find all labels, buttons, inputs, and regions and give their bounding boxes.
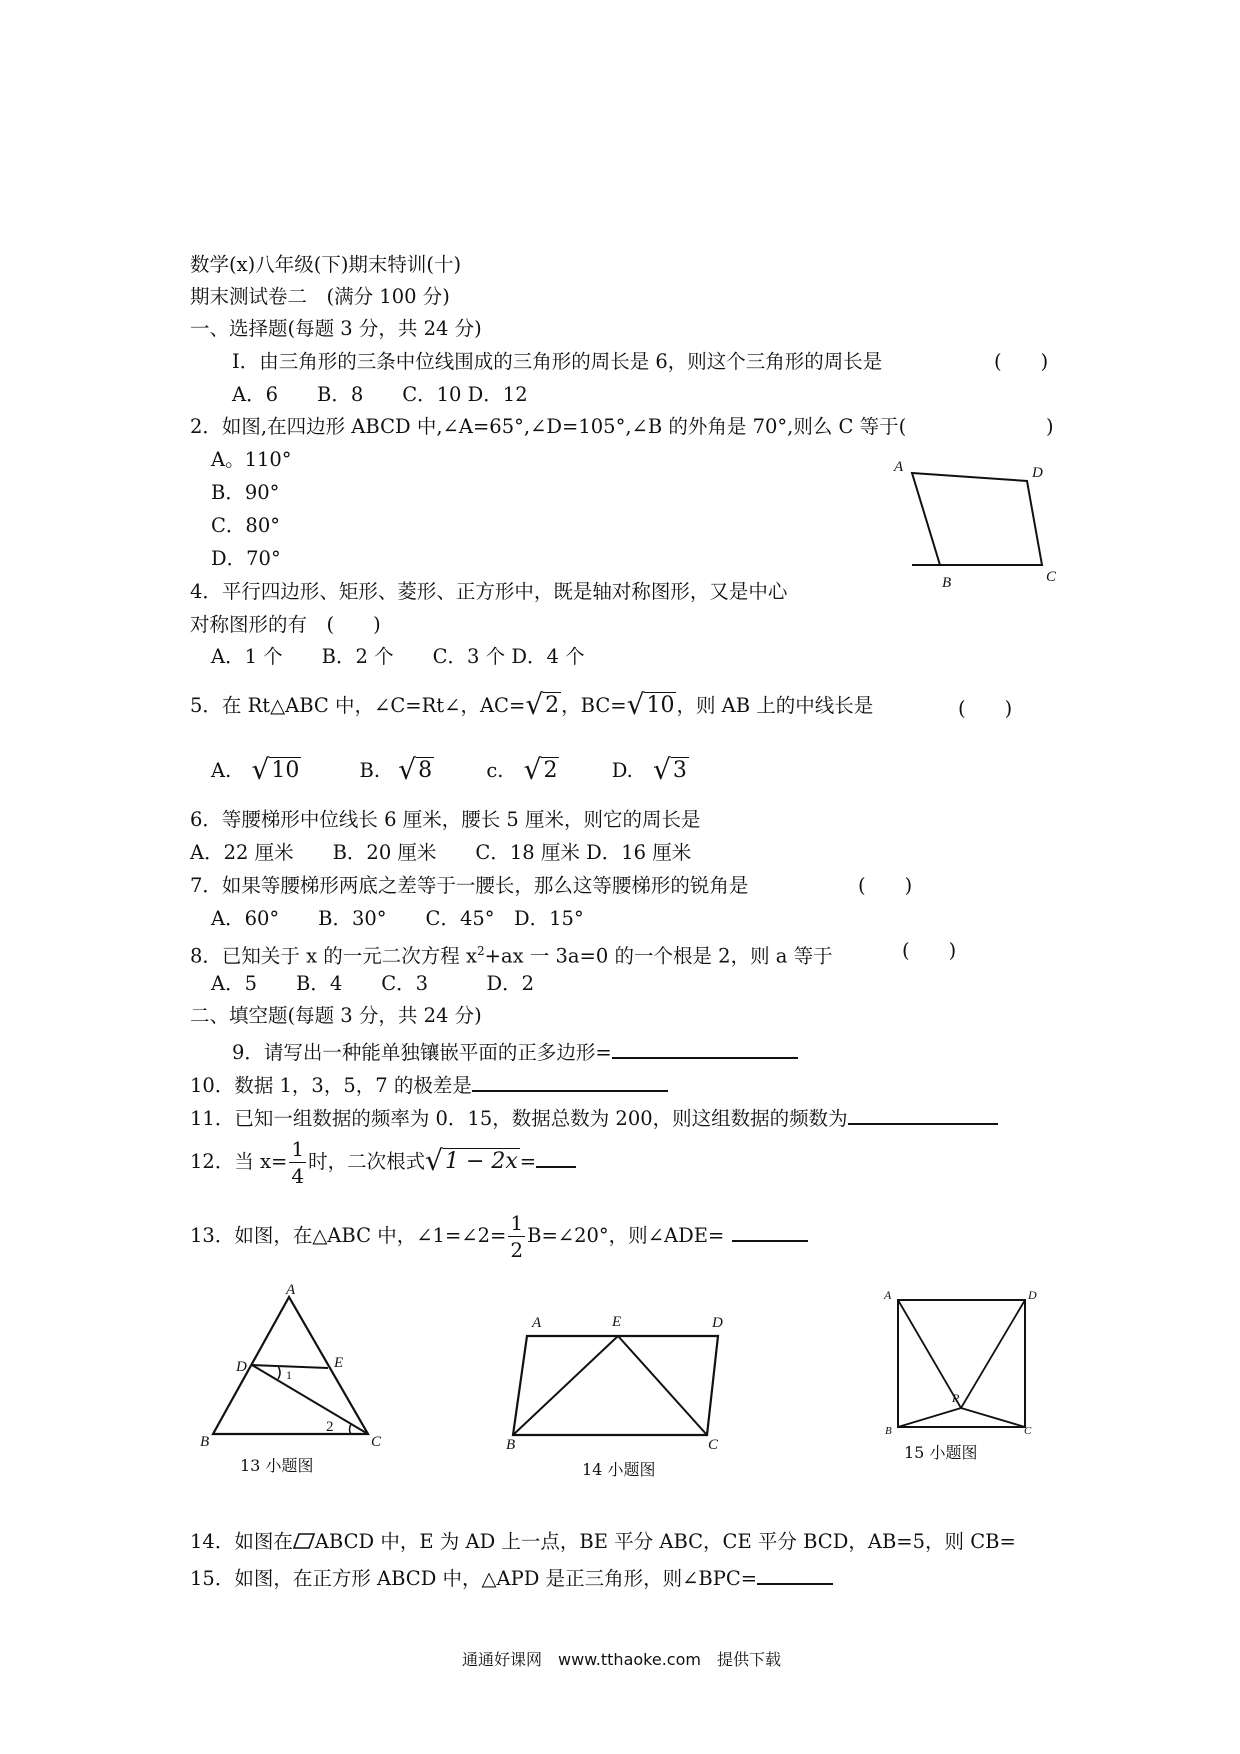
radicand: 1 − 2x [444,1149,518,1174]
q12-text: 时，二次根式 [308,1150,426,1173]
option: D．70° [211,547,281,570]
question-8 [190,939,833,969]
vertex-label: B [200,1434,210,1448]
angle-label: 1 [286,1368,292,1382]
question-8-options: A．5 B．4 C．3 D．2 [211,972,535,995]
question-6-options: A．22 厘米 B．20 厘米 C．18 厘米 D．16 厘米 [190,841,692,864]
vertex-label: P [952,1391,960,1405]
question-1-options: A．6 B．8 C．10 D．12 [232,383,528,406]
vertex-label: D [1032,465,1043,481]
answer-blank[interactable] [612,1037,798,1059]
question-15 [190,1563,833,1591]
sqrt-expression: √10 [626,688,675,721]
vertex-label: A [894,459,904,475]
vertex-label: B [885,1425,892,1435]
question-7: 7．如果等腰梯形两底之差等于一腰长，那么这等腰梯形的锐角是 [190,874,749,897]
q14-text: ABCD 中，E 为 AD 上一点，BE 平分 ABC，CE 平分 BCD，AB=5，则 CB= [314,1530,1016,1553]
section-heading-fill: 二、填空题(每题 3 分，共 24 分) [190,1004,482,1027]
figure-14-caption: 14 小题图 [582,1460,656,1479]
option-letter: B. [359,759,381,782]
vertex-label: A [884,1288,892,1302]
fraction [289,1136,306,1189]
radicand: 10 [646,693,675,718]
q13-text: B=∠20°，则∠ADE= [527,1224,725,1247]
option: B．90° [211,481,280,504]
question-4-options: A．1 个 B．2 个 C．3 个 D．4 个 [211,645,585,668]
q13-text: 13．如图，在△ABC 中，∠1=∠2= [190,1224,507,1247]
q5-text: 5．在 Rt△ABC 中，∠C=Rt∠，AC= [190,694,526,717]
question-5 [190,688,874,721]
question-12 [190,1133,576,1190]
vertex-label: E [612,1314,622,1330]
sqrt-expression: √2 [523,753,558,786]
q15-text: 15．如图，在正方形 ABCD 中，△APD 是正三角形，则∠BPC= [190,1567,758,1590]
radicand: 3 [672,758,687,783]
angle-label: 2 [326,1419,334,1435]
vertex-label: B [506,1437,516,1452]
radicand: 2 [543,758,558,783]
question-9 [232,1037,798,1065]
question-13 [190,1208,808,1264]
figure-15-caption: 15 小题图 [904,1443,978,1462]
option-letter: c. [486,759,504,782]
denominator: 4 [291,1164,305,1188]
vertex-label: D [712,1315,723,1331]
vertex-label: D [236,1359,247,1375]
question-10 [190,1070,668,1098]
q11-text: 11．已知一组数据的频率为 0．15，数据总数为 200，则这组数据的频数为 [190,1107,848,1130]
option: C．80° [211,514,280,537]
vertex-label: C [708,1437,719,1452]
radicand: 8 [418,758,433,783]
option: A。110° [211,448,292,471]
answer-paren: ) [1046,415,1054,438]
question-7-options: A．60° B．30° C．45° D．15° [211,907,584,930]
answer-paren: ( ) [902,939,957,962]
vertex-label: C [1024,1425,1032,1435]
question-1: I．由三角形的三条中位线围成的三角形的周长是 6，则这个三角形的周长是 [232,350,883,373]
numerator: 1 [291,1137,305,1161]
figure-14-parallelogram [500,1302,730,1452]
exam-subtitle: 期末测试卷二 (满分 100 分) [190,285,450,308]
vertex-label: C [371,1434,382,1448]
vertex-label: C [1046,569,1057,585]
vertex-label: A [532,1315,542,1331]
q10-text: 10．数据 1，3，5，7 的极差是 [190,1074,472,1097]
question-5-options [211,753,689,786]
question-2: 2．如图,在四边形 ABCD 中,∠A=65°,∠D=105°,∠B 的外角是 70°,则么 C 等于( [190,415,907,438]
q12-text: 12．当 x= [190,1150,288,1173]
answer-paren: ( ) [994,350,1049,373]
vertex-label: A [286,1283,296,1298]
sqrt-expression: √10 [251,753,300,786]
page-title: 数学(x)八年级(下)期末特训(十) [190,253,462,276]
q5-text: ，则 AB 上的中线长是 [676,694,874,717]
vertex-label: E [334,1355,344,1371]
sqrt-expression: √3 [653,753,687,786]
question-4: 4．平行四边形、矩形、菱形、正方形中，既是轴对称图形，又是中心 [190,580,788,603]
q8-text: 8．已知关于 x 的一元二次方程 x [190,944,477,968]
vertex-label: B [942,575,952,591]
figure-13-triangle [196,1283,396,1448]
figure-13-caption: 13 小题图 [240,1456,314,1475]
radicand: 2 [545,693,560,718]
q8-text: +ax 一 3a=0 的一个根是 2，则 a 等于 [484,944,833,968]
answer-blank[interactable] [757,1563,833,1585]
question-6: 6．等腰梯形中位线长 6 厘米，腰长 5 厘米，则它的周长是 [190,808,701,831]
sqrt-expression: √8 [398,753,433,786]
numerator: 1 [510,1211,524,1235]
answer-paren: ( ) [958,697,1013,720]
parallelogram-icon [293,1532,315,1550]
question-14 [190,1530,1016,1554]
q5-text: ，BC= [561,694,627,717]
q12-text: = [519,1150,537,1173]
radicand: 10 [271,758,300,783]
answer-paren: ( ) [858,874,913,897]
section-heading-choice: 一、选择题(每题 3 分，共 24 分) [190,317,482,340]
vertex-label: D [1028,1288,1037,1302]
denominator: 2 [510,1238,524,1262]
figure-q2-quadrilateral [880,455,1080,595]
answer-blank[interactable] [472,1070,668,1092]
question-11 [190,1103,998,1131]
sqrt-expression: √1 − 2x [425,1144,518,1177]
answer-blank[interactable] [732,1220,808,1242]
q14-text: 14．如图在 [190,1530,293,1553]
option-letter: D. [611,759,633,782]
fraction [508,1210,525,1263]
exponent: 2 [477,944,485,958]
question-4-cont: 对称图形的有 ( ) [190,613,381,636]
answer-blank[interactable] [536,1146,576,1168]
answer-blank[interactable] [848,1103,998,1125]
sqrt-expression: √2 [525,688,560,721]
q9-text: 9．请写出一种能单独镶嵌平面的正多边形= [232,1041,612,1064]
option-letter: A. [211,759,232,782]
footer-source: 通通好课网 www.tthaoke.com 提供下载 [462,1650,781,1669]
figure-15-square [880,1285,1040,1435]
